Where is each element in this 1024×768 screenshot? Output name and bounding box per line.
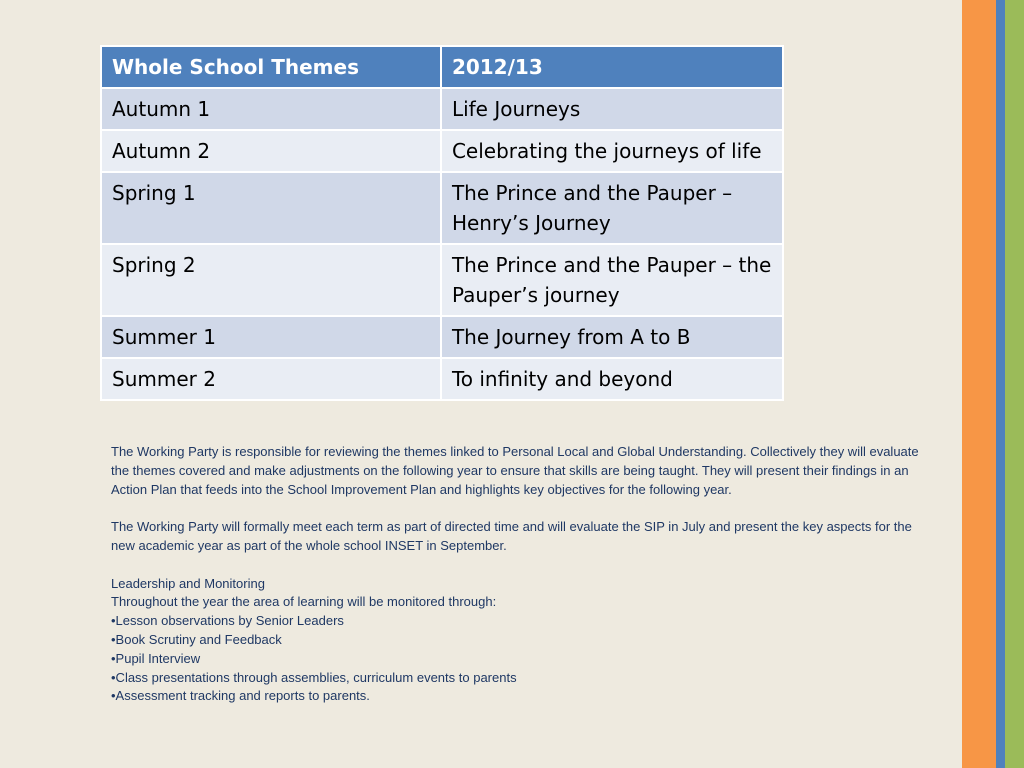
table-row — [101, 130, 783, 172]
term-cell: Summer 2 — [101, 358, 441, 400]
theme-cell: The Journey from A to B — [441, 316, 783, 358]
table-row — [101, 244, 783, 316]
table-row — [101, 358, 783, 400]
working-party-paragraph: The Working Party is responsible for reviewing the themes linked to Personal Local and Global Understanding. Collectively they will evaluate the themes covered and make adjustments on the following year to ensure that skills are being taught. They will present their findings in an Action Plan that feeds into the School Improvement Plan and highlights key objectives for the following year. — [111, 444, 919, 497]
term-cell: Autumn 1 — [101, 88, 441, 130]
list-item: •Pupil Interview — [111, 650, 201, 666]
header-cell-year: 2012/13 — [441, 46, 783, 88]
decorative-stripe-green — [1005, 0, 1024, 768]
term-cell: Spring 1 — [101, 172, 441, 244]
header-cell-themes: Whole School Themes — [101, 46, 441, 88]
paragraph-spacer — [111, 499, 926, 518]
monitoring-list — [111, 612, 926, 706]
meeting-paragraph: The Working Party will formally meet each term as part of directed time and will evaluate the SIP in July and present the key aspects for the new academic year as part of the whole school INSET in September. — [111, 519, 912, 553]
theme-cell: Celebrating the journeys of life — [441, 130, 783, 172]
list-item: •Assessment tracking and reports to parents. — [111, 688, 370, 704]
decorative-stripe-blue — [996, 0, 1005, 768]
section-heading: Leadership and Monitoring — [111, 575, 265, 591]
monitoring-intro: Throughout the year the area of learning will be monitored through: — [111, 594, 497, 610]
theme-cell: To infinity and beyond — [441, 358, 783, 400]
list-item: •Book Scrutiny and Feedback — [111, 631, 282, 647]
paragraph-spacer — [111, 556, 926, 575]
body-text-block — [111, 443, 926, 706]
themes-table — [100, 45, 784, 401]
list-item: •Class presentations through assemblies, curriculum events to parents — [111, 669, 517, 685]
term-cell: Spring 2 — [101, 244, 441, 316]
list-item: •Lesson observations by Senior Leaders — [111, 613, 344, 629]
theme-cell: The Prince and the Pauper – Henry’s Journey — [441, 172, 783, 244]
theme-cell: The Prince and the Pauper – the Pauper’s journey — [441, 244, 783, 316]
table-row — [101, 316, 783, 358]
table-row — [101, 172, 783, 244]
theme-cell: Life Journeys — [441, 88, 783, 130]
decorative-stripe-orange — [962, 0, 996, 768]
table-header-row — [101, 46, 783, 88]
term-cell: Autumn 2 — [101, 130, 441, 172]
term-cell: Summer 1 — [101, 316, 441, 358]
table-row — [101, 88, 783, 130]
